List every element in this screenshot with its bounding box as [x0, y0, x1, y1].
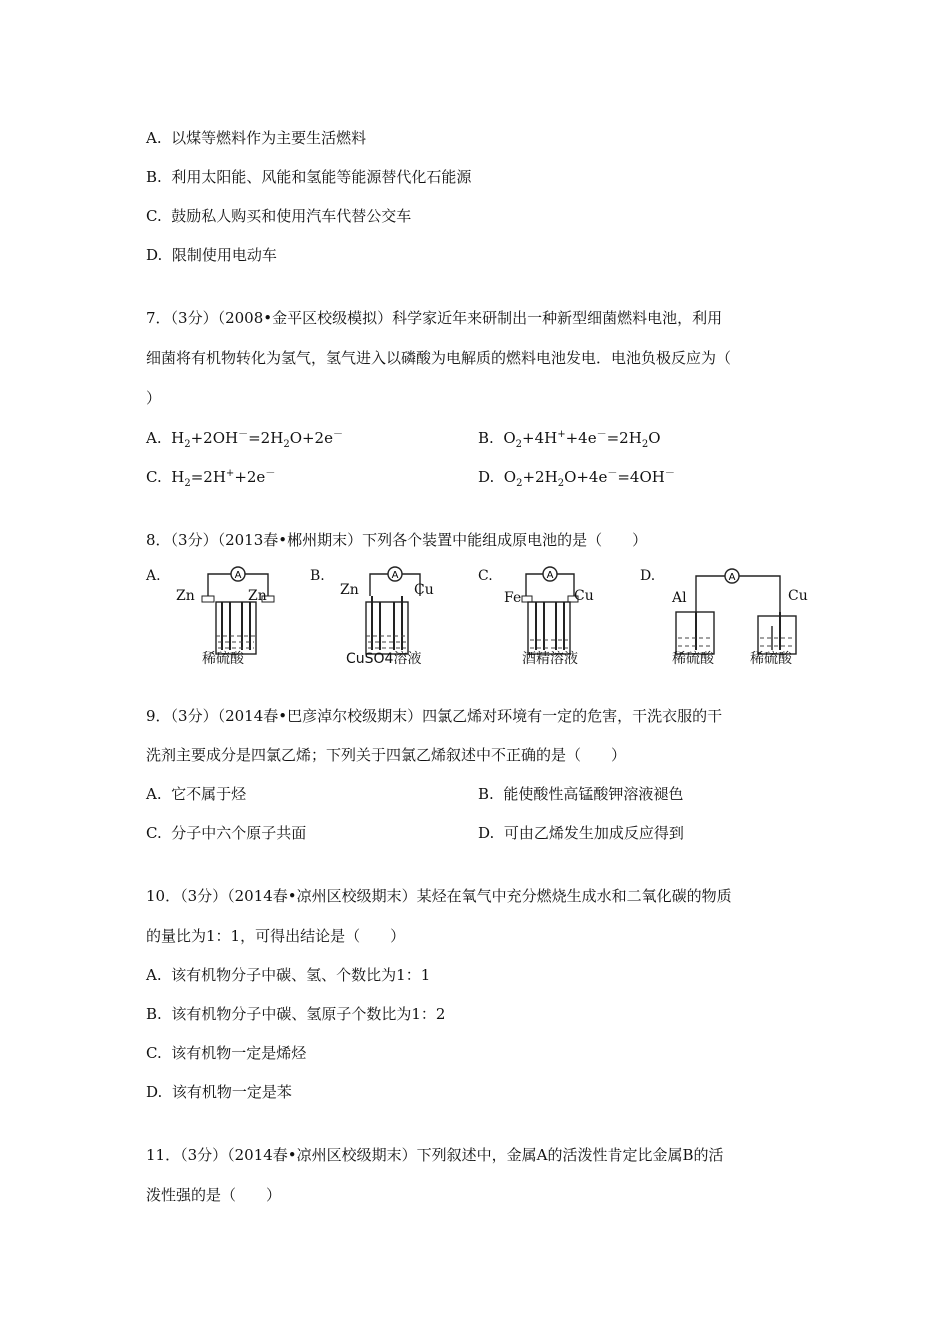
- q8-d-left-electrode: Al: [672, 590, 687, 606]
- q8-a-left-electrode: Zn: [176, 588, 195, 604]
- q8-option-c-diagram: [478, 566, 628, 666]
- q8-b-meter-label: A: [391, 570, 399, 581]
- q9-option-d: D. 可由乙烯发生加成反应得到: [478, 824, 684, 842]
- q8-d-meter-label: A: [728, 572, 736, 583]
- q8-b-left-electrode: Zn: [340, 582, 359, 598]
- q7-option-c: C. $H_2=2H^++2e^-$: [146, 468, 276, 489]
- q8-d-caption-right: 稀硫酸: [750, 651, 792, 667]
- q8-b-caption: CuSO4溶液: [346, 651, 422, 667]
- q6-option-b: B. 利用太阳能、风能和氢能等能源替代化石能源: [146, 168, 472, 186]
- galvanic-cell-d-icon: [640, 566, 820, 666]
- q8-c-meter-label: A: [546, 570, 554, 581]
- q8-option-d-diagram: [640, 566, 820, 666]
- q8-a-meter-label: A: [234, 570, 242, 581]
- q7-stem-line3: ）: [146, 389, 162, 407]
- q8-option-a-letter: A.: [146, 568, 161, 584]
- q7-stem-line2: 细菌将有机物转化为氢气，氢气进入以磷酸为电解质的燃料电池发电．电池负极反应为（: [146, 349, 732, 367]
- q8-option-b-letter: B.: [310, 568, 325, 584]
- q11-stem-line2: 泼性强的是（ ）: [146, 1186, 282, 1204]
- q8-d-caption-left: 稀硫酸: [672, 651, 714, 667]
- q7-stem-line1: 7．（3分）（2008•金平区校级模拟）科学家近年来研制出一种新型细菌燃料电池，利用: [146, 309, 723, 327]
- q11-stem-line1: 11．（3分）（2014春•凉州区校级期末）下列叙述中，金属A的活泼性肯定比金属B的活: [146, 1146, 724, 1164]
- q8-a-caption: 稀硫酸: [202, 651, 244, 667]
- q8-d-right-electrode: Cu: [788, 588, 808, 604]
- q8-b-right-electrode: Cu: [414, 582, 434, 598]
- q7-option-b: B. $O_2+4H^++4e^-=2H_2O$: [478, 429, 661, 450]
- q9-option-a: A. 它不属于烃: [146, 785, 247, 803]
- q9-option-b: B. 能使酸性高锰酸钾溶液褪色: [478, 785, 684, 803]
- q7-option-d: D. $O_2+2H_2O+4e^-=4OH^-$: [478, 468, 675, 489]
- q6-option-a: A. 以煤等燃料作为主要生活燃料: [146, 129, 367, 147]
- q9-option-c: C. 分子中六个原子共面: [146, 824, 307, 842]
- q8-option-d-letter: D.: [640, 568, 656, 584]
- q8-stem: 8．（3分）（2013春•郴州期末）下列各个装置中能组成原电池的是（ ）: [146, 531, 648, 549]
- q9-stem-line2: 洗剂主要成分是四氯乙烯；下列关于四氯乙烯叙述中不正确的是（ ）: [146, 746, 627, 764]
- q6-option-c: C. 鼓励私人购买和使用汽车代替公交车: [146, 207, 412, 225]
- q8-a-right-electrode: Zn: [248, 588, 267, 604]
- q9-stem-line1: 9．（3分）（2014春•巴彦淖尔校级期末）四氯乙烯对环境有一定的危害，干洗衣服的干: [146, 707, 723, 725]
- q10-option-a: A. 该有机物分子中碳、氢、个数比为1：1: [146, 966, 431, 984]
- q8-option-a-diagram: [146, 566, 296, 666]
- q8-c-caption: 酒精溶液: [522, 651, 578, 667]
- q7-option-a: A. $H_2+2OH^-=2H_2O+2e^-$: [146, 429, 343, 450]
- q10-option-b: B. 该有机物分子中碳、氢原子个数比为1：2: [146, 1005, 446, 1023]
- q10-stem-line2: 的量比为1：1，可得出结论是（ ）: [146, 927, 406, 945]
- q8-c-right-electrode: Cu: [574, 588, 594, 604]
- q8-c-left-electrode: Fe: [504, 590, 522, 606]
- q10-stem-line1: 10．（3分）（2014春•凉州区校级期末）某烃在氧气中充分燃烧生成水和二氧化碳的物质: [146, 887, 732, 905]
- q6-option-d: D. 限制使用电动车: [146, 246, 277, 264]
- q8-option-c-letter: C.: [478, 568, 493, 584]
- q10-option-c: C. 该有机物一定是烯烃: [146, 1044, 307, 1062]
- q10-option-d: D. 该有机物一定是苯: [146, 1083, 292, 1101]
- q8-option-b-diagram: [310, 566, 460, 666]
